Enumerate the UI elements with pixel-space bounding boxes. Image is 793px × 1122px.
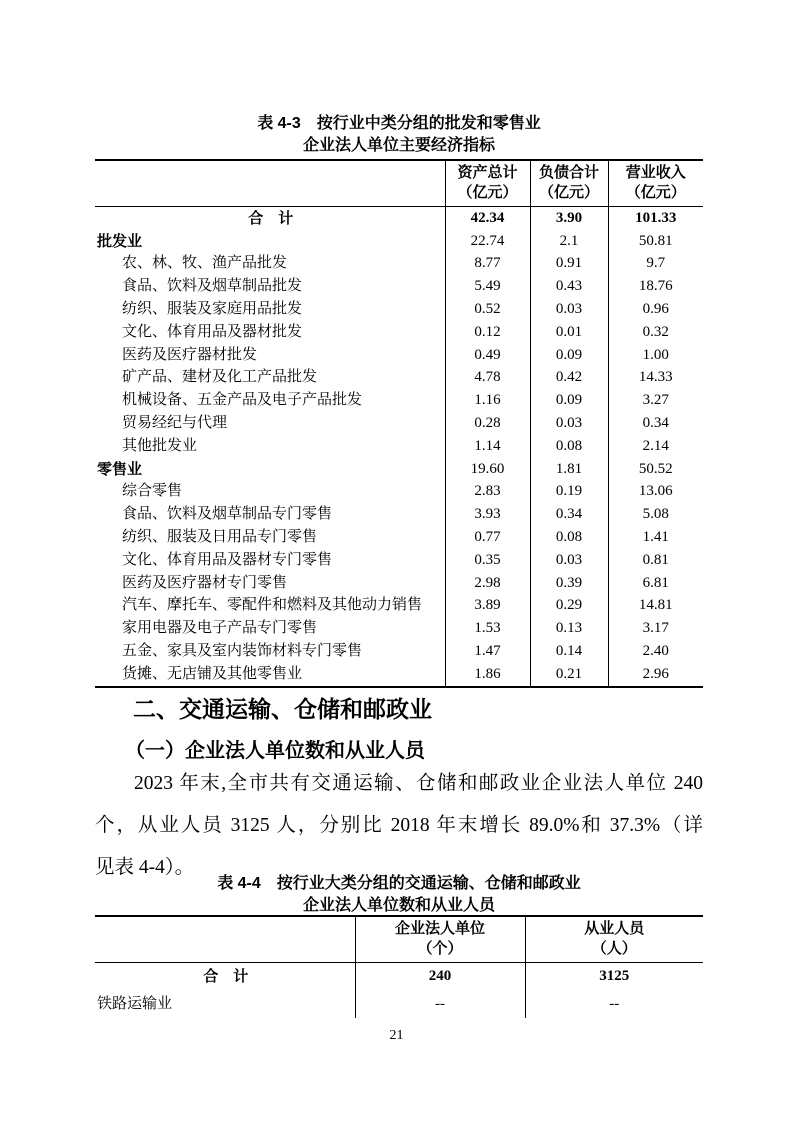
row-value: 0.52	[445, 298, 530, 321]
row-label: 机械设备、五金产品及电子产品批发	[122, 392, 363, 409]
table44-caption-line1: 表 4-4 按行业大类分组的交通运输、仓储和邮政业	[217, 875, 581, 892]
table-row	[95, 230, 703, 253]
table43-col-liabilities	[530, 160, 608, 207]
row-value: 240	[355, 963, 525, 991]
row-label: 医药及医疗器材专门零售	[122, 574, 288, 591]
table43-caption	[95, 113, 703, 157]
table-row	[95, 435, 703, 458]
row-value: 14.81	[608, 595, 703, 618]
row-value: 2.14	[608, 435, 703, 458]
row-label: 家用电器及电子产品专门零售	[122, 620, 318, 637]
row-label: 食品、饮料及烟草制品专门零售	[122, 506, 333, 523]
table-row	[95, 963, 703, 991]
row-value: 0.39	[530, 572, 608, 595]
table-row	[95, 389, 703, 412]
row-value: 0.03	[530, 298, 608, 321]
table-row	[95, 481, 703, 504]
row-value: 0.49	[445, 344, 530, 367]
row-value: 8.77	[445, 253, 530, 276]
row-value: 0.34	[608, 412, 703, 435]
table-row	[95, 344, 703, 367]
row-value: 1.41	[608, 526, 703, 549]
col-header-line1: 营业收入	[625, 164, 686, 181]
row-value: 1.47	[445, 640, 530, 663]
row-value: 0.19	[530, 481, 608, 504]
row-value: 0.91	[530, 253, 608, 276]
table-row	[95, 617, 703, 640]
table44-corner-cell	[95, 916, 355, 963]
row-value: 0.12	[445, 321, 530, 344]
row-label: 五金、家具及室内装饰材料专门零售	[122, 643, 363, 660]
table43-corner-cell	[95, 160, 445, 207]
row-label: 纺织、服装及日用品专门零售	[122, 529, 318, 546]
table44-body	[95, 963, 703, 1019]
row-value: 5.49	[445, 275, 530, 298]
row-label: 批发业	[97, 232, 143, 250]
table44	[95, 915, 703, 1018]
row-value: 1.16	[445, 389, 530, 412]
table43-body	[95, 207, 703, 687]
table-row	[95, 549, 703, 572]
col-header-line1: 资产总计	[457, 164, 518, 181]
row-value: 0.01	[530, 321, 608, 344]
row-value: 1.14	[445, 435, 530, 458]
row-value: 3.17	[608, 617, 703, 640]
paragraph-line: 见表 4-4）。	[95, 857, 195, 878]
row-value: 1.53	[445, 617, 530, 640]
row-label: 货摊、无店铺及其他零售业	[122, 665, 303, 682]
table-row	[95, 458, 703, 481]
row-value: 2.1	[530, 230, 608, 253]
table43-caption-line2: 企业法人单位主要经济指标	[302, 137, 495, 154]
row-value: 6.81	[608, 572, 703, 595]
row-value: 0.09	[530, 389, 608, 412]
row-value: 14.33	[608, 367, 703, 390]
row-label: 汽车、摩托车、零配件和燃料及其他动力销售	[122, 597, 423, 614]
row-value: 0.29	[530, 595, 608, 618]
table-row	[95, 253, 703, 276]
page-number: 21	[389, 1028, 404, 1043]
row-label: 合 计	[203, 968, 249, 986]
row-label: 文化、体育用品及器材批发	[122, 323, 303, 340]
row-value: 3.90	[530, 207, 608, 230]
row-value: 19.60	[445, 458, 530, 481]
row-value: 0.43	[530, 275, 608, 298]
table-row	[95, 640, 703, 663]
section-heading: 二、交通运输、仓储和邮政业	[133, 696, 432, 722]
row-value: 0.28	[445, 412, 530, 435]
row-value: 9.7	[608, 253, 703, 276]
table-row	[95, 367, 703, 390]
row-value: --	[525, 991, 703, 1019]
row-value: 0.35	[445, 549, 530, 572]
table-row	[95, 275, 703, 298]
row-value: 101.33	[608, 207, 703, 230]
row-value: 0.81	[608, 549, 703, 572]
row-value: 0.42	[530, 367, 608, 390]
row-label: 零售业	[97, 460, 143, 478]
table-row	[95, 321, 703, 344]
row-label: 贸易经纪与代理	[122, 415, 228, 432]
row-label: 食品、饮料及烟草制品批发	[122, 278, 303, 295]
row-value: 0.32	[608, 321, 703, 344]
row-label: 合 计	[248, 209, 294, 227]
table-row	[95, 207, 703, 230]
table43-col-revenue	[608, 160, 703, 207]
row-label: 其他批发业	[122, 437, 198, 454]
table-row	[95, 526, 703, 549]
row-value: 0.77	[445, 526, 530, 549]
row-value: --	[355, 991, 525, 1019]
paragraph-line: 2023 年末,全市共有交通运输、仓储和邮政业企业法人单位 240	[134, 773, 703, 794]
table-row	[95, 412, 703, 435]
table43-col-assets	[445, 160, 530, 207]
table43	[95, 159, 703, 688]
table44-caption-line2: 企业法人单位数和从业人员	[302, 897, 495, 914]
row-label: 综合零售	[122, 483, 183, 500]
row-value: 0.08	[530, 435, 608, 458]
table44-caption	[95, 873, 703, 917]
section-subheading: （一）企业法人单位数和从业人员	[125, 740, 425, 762]
row-value: 2.40	[608, 640, 703, 663]
row-label: 矿产品、建材及化工产品批发	[122, 369, 318, 386]
row-value: 0.96	[608, 298, 703, 321]
table-row	[95, 595, 703, 618]
row-value: 4.78	[445, 367, 530, 390]
row-label: 纺织、服装及家庭用品批发	[122, 301, 303, 318]
row-value: 42.34	[445, 207, 530, 230]
table44-col-employees	[525, 916, 703, 963]
paragraph-line: 个，从业人员 3125 人，分别比 2018 年末增长 89.0%和 37.3%（详	[95, 815, 703, 836]
row-value: 3.93	[445, 503, 530, 526]
row-value: 0.03	[530, 549, 608, 572]
table44-header	[95, 916, 703, 963]
table-row	[95, 991, 703, 1019]
row-value: 0.13	[530, 617, 608, 640]
col-header-line2: （亿元）	[625, 184, 686, 201]
col-header-line2: （个）	[417, 940, 463, 957]
table44-col-units	[355, 916, 525, 963]
table43-header	[95, 160, 703, 207]
row-label: 文化、体育用品及器材专门零售	[122, 551, 333, 568]
table43-caption-line1: 表 4-3 按行业中类分组的批发和零售业	[257, 115, 541, 132]
table-row	[95, 298, 703, 321]
col-header-line2: （亿元）	[538, 184, 599, 201]
row-label: 农、林、牧、渔产品批发	[122, 255, 288, 272]
table44-grid	[95, 915, 703, 1018]
row-value: 2.98	[445, 572, 530, 595]
row-value: 0.03	[530, 412, 608, 435]
col-header-line1: 负债合计	[538, 164, 599, 181]
row-value: 1.00	[608, 344, 703, 367]
row-value: 2.83	[445, 481, 530, 504]
row-value: 0.21	[530, 663, 608, 687]
table-row	[95, 572, 703, 595]
row-value: 1.81	[530, 458, 608, 481]
row-label: 铁路运输业	[97, 995, 173, 1012]
row-value: 0.34	[530, 503, 608, 526]
row-value: 0.09	[530, 344, 608, 367]
row-value: 1.86	[445, 663, 530, 687]
row-value: 5.08	[608, 503, 703, 526]
row-value: 50.81	[608, 230, 703, 253]
row-value: 0.08	[530, 526, 608, 549]
col-header-line1: 从业人员	[584, 920, 645, 937]
table43-grid	[95, 159, 703, 688]
row-value: 18.76	[608, 275, 703, 298]
col-header-line2: （亿元）	[457, 184, 518, 201]
row-value: 3.27	[608, 389, 703, 412]
row-value: 22.74	[445, 230, 530, 253]
table-row	[95, 503, 703, 526]
row-value: 3.89	[445, 595, 530, 618]
col-header-line2: （人）	[591, 940, 637, 957]
row-value: 13.06	[608, 481, 703, 504]
body-paragraph	[95, 763, 703, 889]
row-value: 2.96	[608, 663, 703, 687]
row-label: 医药及医疗器材批发	[122, 346, 258, 363]
row-value: 50.52	[608, 458, 703, 481]
row-value: 3125	[525, 963, 703, 991]
col-header-line1: 企业法人单位	[394, 920, 485, 937]
table-row	[95, 663, 703, 687]
row-value: 0.14	[530, 640, 608, 663]
